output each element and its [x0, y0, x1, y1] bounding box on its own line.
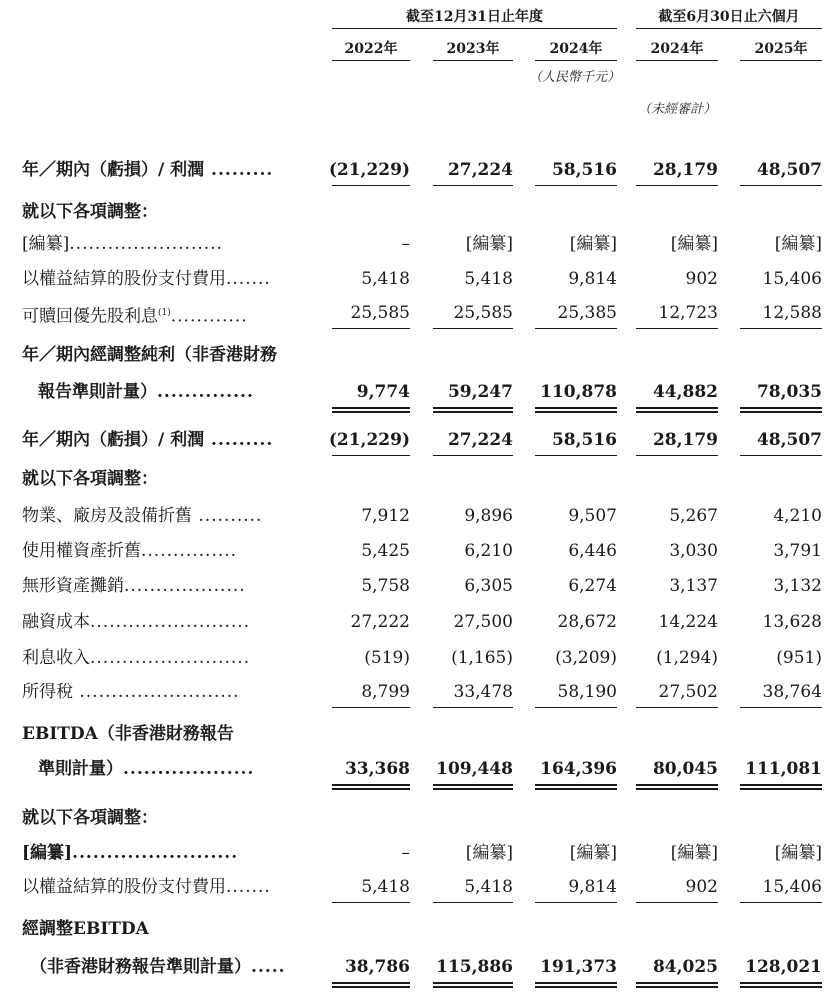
table-row: [0, 646, 830, 670]
row-label-text: 就以下各項調整：: [22, 202, 158, 222]
value-cell: (1,294): [656, 648, 718, 668]
double-underline: [740, 407, 822, 413]
row-label-text: 年／期內（虧損）/ 利潤: [22, 160, 205, 180]
leader-dots: .......: [226, 269, 271, 289]
subtotal-underline: [740, 707, 822, 708]
value-cell: 59,247: [447, 382, 513, 402]
table-row: [0, 917, 830, 941]
subtotal-underline: [740, 902, 822, 903]
footnote-marker: (1): [158, 308, 171, 318]
value-cell: 12,723: [658, 303, 718, 323]
table-row: [0, 875, 830, 899]
row-label-text: 以權益結算的股份支付費用: [22, 269, 226, 289]
row-label-text: 物業、廠房及設備折舊: [22, 506, 192, 526]
subtotal-underline: [332, 455, 410, 456]
subtotal-underline: [740, 185, 822, 186]
double-underline: [433, 982, 513, 988]
value-cell: 44,882: [652, 382, 718, 402]
subtotal-underline: [535, 455, 617, 456]
double-underline: [636, 407, 718, 413]
value-cell: [編纂]: [569, 234, 617, 254]
value-cell: 58,190: [557, 682, 617, 702]
value-cell: 3,030: [669, 541, 718, 561]
value-cell: 33,368: [344, 759, 410, 779]
double-underline: [332, 784, 410, 790]
row-label: [22, 806, 158, 830]
table-row: [0, 343, 830, 367]
subtotal-underline: [740, 328, 822, 329]
row-label: [22, 841, 238, 865]
double-underline: [636, 784, 718, 790]
value-cell: 25,385: [557, 303, 617, 323]
leader-dots: ..........: [192, 506, 263, 526]
double-underline: [535, 407, 617, 413]
value-cell: [編纂]: [465, 234, 513, 254]
value-cell: 3,137: [669, 576, 718, 596]
subtotal-underline: [535, 328, 617, 329]
value-cell: 58,516: [551, 430, 617, 450]
value-cell: 109,448: [436, 759, 513, 779]
row-label-text: 無形資產攤銷: [22, 576, 124, 596]
value-cell: 5,418: [361, 269, 410, 289]
leader-dots: ..............: [157, 382, 254, 402]
value-cell: [編纂]: [569, 843, 617, 863]
value-cell: 5,418: [361, 877, 410, 897]
row-label: [22, 574, 246, 598]
value-cell: 111,081: [745, 759, 822, 779]
row-label: [38, 757, 254, 781]
table-row: [0, 574, 830, 598]
value-cell: 8,799: [361, 682, 410, 702]
subtotal-underline: [433, 707, 513, 708]
value-cell: [編纂]: [774, 843, 822, 863]
value-cell: 6,210: [464, 541, 513, 561]
value-cell: 25,585: [453, 303, 513, 323]
currency-note: （人民幣千元）: [528, 70, 620, 85]
table-row: [0, 610, 830, 634]
year-header-rule: [636, 60, 718, 61]
double-underline: [433, 407, 513, 413]
value-cell: 6,274: [568, 576, 617, 596]
value-cell: [編纂]: [774, 234, 822, 254]
value-cell: 5,418: [464, 269, 513, 289]
table-row: [0, 539, 830, 563]
value-cell: 9,896: [464, 506, 513, 526]
double-underline: [740, 784, 822, 790]
row-label: [22, 610, 250, 634]
value-cell: 5,758: [361, 576, 410, 596]
row-label: [22, 158, 273, 182]
row-label-text: （非香港財務報告準則計量）: [30, 957, 251, 977]
table-row: [0, 841, 830, 865]
row-label: [22, 428, 273, 452]
table-row: [0, 722, 830, 746]
row-label: [22, 301, 248, 329]
row-label-text: 報告準則計量）: [38, 382, 157, 402]
value-cell: 5,267: [669, 506, 718, 526]
value-cell: 28,179: [652, 160, 718, 180]
row-label-text: EBITDA（非香港財務報告: [22, 724, 234, 744]
value-cell: 12,588: [762, 303, 822, 323]
table-row: [0, 757, 830, 781]
row-label-text: 就以下各項調整：: [22, 469, 158, 489]
row-label-text: 準則計量）: [38, 759, 123, 779]
subtotal-underline: [636, 455, 718, 456]
subtotal-underline: [636, 707, 718, 708]
row-label-text: 使用權資產折舊: [22, 541, 141, 561]
value-cell: 9,814: [568, 269, 617, 289]
leader-dots: .....: [251, 957, 286, 977]
row-label: [22, 917, 149, 941]
leader-dots: .........................: [73, 682, 240, 702]
group-header-fiscal-years: 截至12月31日止年度: [406, 9, 543, 25]
table-row: [0, 428, 830, 452]
value-cell: 6,446: [568, 541, 617, 561]
value-cell: 14,224: [658, 612, 718, 632]
year-header-rule: [535, 60, 617, 61]
value-cell: 15,406: [762, 269, 822, 289]
leader-dots: .........: [204, 430, 274, 450]
leader-dots: ............: [170, 306, 248, 327]
year-header-2023: 2023年: [446, 41, 500, 57]
value-cell: 5,418: [464, 877, 513, 897]
year-header-2022: 2022年: [344, 41, 398, 57]
double-underline: [332, 982, 410, 988]
subtotal-underline: [433, 328, 513, 329]
row-label-text: 就以下各項調整：: [22, 808, 158, 828]
leader-dots: .........: [204, 160, 274, 180]
row-label: [22, 343, 277, 367]
table-row: [0, 301, 830, 325]
value-cell: 902: [685, 877, 718, 897]
value-cell: 27,224: [447, 430, 513, 450]
row-label: [22, 232, 223, 256]
value-cell: 27,224: [447, 160, 513, 180]
subtotal-underline: [332, 328, 410, 329]
group-header-rule: [332, 28, 617, 29]
value-cell: 58,516: [551, 160, 617, 180]
row-label-text: 可贖回優先股利息: [22, 306, 158, 327]
leader-dots: ...................: [124, 576, 246, 596]
table-row: [0, 158, 830, 182]
row-label: [22, 267, 271, 291]
value-cell: 115,886: [436, 957, 513, 977]
row-label-text: 年／期內（虧損）/ 利潤: [22, 430, 205, 450]
year-header-2024-h1: 2024年: [650, 41, 704, 57]
value-cell: 15,406: [762, 877, 822, 897]
value-cell: 9,507: [568, 506, 617, 526]
value-cell: 13,628: [762, 612, 822, 632]
year-header-2024: 2024年: [549, 41, 603, 57]
double-underline: [332, 407, 410, 413]
row-label: [22, 539, 237, 563]
row-label-text: 經調整EBITDA: [22, 919, 149, 939]
value-cell: 3,791: [773, 541, 822, 561]
table-row: [0, 504, 830, 528]
leader-dots: .........................: [90, 648, 251, 668]
table-row: [0, 806, 830, 830]
value-cell: –: [401, 843, 410, 863]
value-cell: 78,035: [756, 382, 822, 402]
value-cell: 4,210: [773, 506, 822, 526]
table-row: [0, 200, 830, 224]
value-cell: 80,045: [652, 759, 718, 779]
value-cell: 48,507: [756, 160, 822, 180]
row-label: [30, 955, 286, 979]
subtotal-underline: [433, 902, 513, 903]
value-cell: 6,305: [464, 576, 513, 596]
value-cell: 33,478: [453, 682, 513, 702]
subtotal-underline: [332, 707, 410, 708]
double-underline: [740, 982, 822, 988]
value-cell: 3,132: [773, 576, 822, 596]
leader-dots: ...............: [141, 541, 238, 561]
double-underline: [636, 982, 718, 988]
row-label-text: 以權益結算的股份支付費用: [22, 877, 226, 897]
value-cell: 25,585: [350, 303, 410, 323]
value-cell: 38,786: [344, 957, 410, 977]
leader-dots: ........................: [69, 234, 223, 254]
leader-dots: ........................: [72, 843, 239, 863]
value-cell: 27,500: [453, 612, 513, 632]
row-label: [22, 680, 240, 704]
leader-dots: .......: [226, 877, 271, 897]
group-header-rule: [636, 28, 822, 29]
value-cell: 5,425: [361, 541, 410, 561]
value-cell: 27,502: [658, 682, 718, 702]
row-label: [22, 467, 158, 491]
row-label-text: 融資成本: [22, 612, 90, 632]
subtotal-underline: [332, 902, 410, 903]
row-label-text: [編纂]: [22, 843, 73, 863]
year-header-rule: [740, 60, 822, 61]
year-header-2025-h1: 2025年: [754, 41, 808, 57]
row-label: [22, 504, 262, 528]
value-cell: (951): [776, 648, 822, 668]
value-cell: (21,229): [328, 430, 410, 450]
table-row: [0, 467, 830, 491]
row-label: [22, 722, 234, 746]
value-cell: (21,229): [328, 160, 410, 180]
double-underline: [535, 982, 617, 988]
subtotal-underline: [535, 902, 617, 903]
row-label-text: [編纂]: [22, 234, 70, 254]
value-cell: 27,222: [350, 612, 410, 632]
value-cell: (3,209): [555, 648, 617, 668]
value-cell: 902: [685, 269, 718, 289]
unaudited-note: （未經審計）: [637, 102, 716, 117]
subtotal-underline: [535, 707, 617, 708]
subtotal-underline: [636, 185, 718, 186]
row-label-text: 所得稅: [22, 682, 73, 702]
group-header-six-months: 截至6月30日止六個月: [658, 9, 800, 25]
leader-dots: .........................: [90, 612, 251, 632]
subtotal-underline: [636, 902, 718, 903]
value-cell: 7,912: [361, 506, 410, 526]
subtotal-underline: [332, 185, 410, 186]
year-header-rule: [332, 60, 410, 61]
value-cell: –: [401, 234, 410, 254]
value-cell: (519): [364, 648, 410, 668]
year-header-rule: [433, 60, 513, 61]
leader-dots: ...................: [123, 759, 255, 779]
double-underline: [433, 784, 513, 790]
subtotal-underline: [740, 455, 822, 456]
value-cell: 110,878: [540, 382, 617, 402]
double-underline: [535, 784, 617, 790]
row-label: [22, 875, 271, 899]
value-cell: 128,021: [745, 957, 822, 977]
row-label-text: 利息收入: [22, 648, 90, 668]
row-label-text: 年／期內經調整純利（非香港財務: [22, 345, 277, 365]
subtotal-underline: [433, 185, 513, 186]
value-cell: 28,179: [652, 430, 718, 450]
table-row: [0, 380, 830, 404]
row-label: [22, 646, 250, 670]
value-cell: 84,025: [652, 957, 718, 977]
value-cell: 9,774: [356, 382, 410, 402]
row-label: [22, 200, 158, 224]
value-cell: 38,764: [762, 682, 822, 702]
table-row: [0, 955, 830, 979]
value-cell: [編纂]: [465, 843, 513, 863]
value-cell: 48,507: [756, 430, 822, 450]
value-cell: [編纂]: [670, 843, 718, 863]
table-row: [0, 232, 830, 256]
subtotal-underline: [636, 328, 718, 329]
value-cell: 191,373: [540, 957, 617, 977]
table-row: [0, 680, 830, 704]
value-cell: 28,672: [557, 612, 617, 632]
table-row: [0, 267, 830, 291]
value-cell: 9,814: [568, 877, 617, 897]
row-label: [38, 380, 254, 404]
subtotal-underline: [535, 185, 617, 186]
subtotal-underline: [433, 455, 513, 456]
value-cell: (1,165): [451, 648, 513, 668]
value-cell: [編纂]: [670, 234, 718, 254]
value-cell: 164,396: [540, 759, 617, 779]
